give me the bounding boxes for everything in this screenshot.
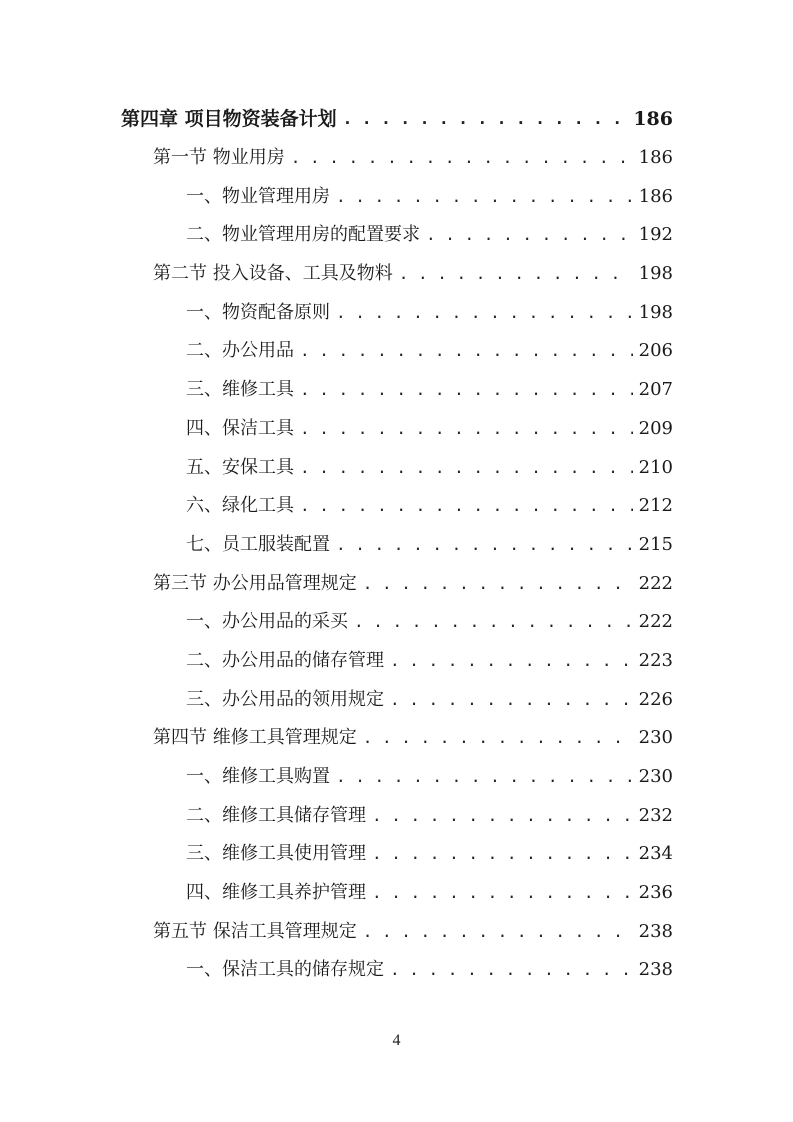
toc-dot-leader [336,765,633,789]
page-number: 4 [392,1032,401,1049]
toc-dot-leader [300,456,633,480]
toc-entry-item[interactable] [0,680,793,719]
toc-dot-leader [372,804,633,828]
toc-entry-item[interactable] [0,487,793,526]
toc-entry-page: 210 [638,456,673,478]
toc-entry-page: 192 [638,224,673,246]
toc-dot-leader [336,301,633,325]
toc-dot-leader [372,842,633,866]
toc-entry-item[interactable] [0,448,793,487]
toc-entry-page: 223 [638,649,673,671]
toc-entry-title: 第一节 物业用房 [153,147,285,169]
toc-dot-leader [390,649,633,673]
toc-entry-page: 206 [638,340,673,362]
toc-dot-leader [363,572,633,596]
toc-dot-leader [336,185,633,209]
toc-dot-leader [399,262,633,286]
toc-entry-title: 第五节 保洁工具管理规定 [153,920,357,942]
toc-entry-title: 一、维修工具购置 [186,766,330,788]
toc-entry-section[interactable] [0,255,793,294]
toc-entry-title: 四、保洁工具 [186,417,294,439]
toc-entry-title: 一、保洁工具的储存规定 [186,959,384,981]
toc-dot-leader [390,688,633,712]
toc-dot-leader [363,726,633,750]
toc-entry-page: 198 [638,263,673,285]
toc-entry-item[interactable] [0,642,793,681]
toc-entry-title: 一、办公用品的采买 [186,611,348,633]
toc-entry-item[interactable] [0,758,793,797]
toc-entry-page: 238 [638,920,673,942]
toc-entry-page: 230 [638,766,673,788]
toc-entry-title: 三、维修工具使用管理 [186,843,366,865]
toc-entry-page: 215 [638,533,673,555]
toc-dot-leader [300,494,633,518]
toc-entry-page: 212 [638,495,673,517]
toc-entry-title: 二、办公用品 [186,340,294,362]
toc-entry-page: 209 [638,417,673,439]
toc-dot-leader [300,339,633,363]
toc-entry-item[interactable] [0,410,793,449]
toc-dot-leader [372,881,633,905]
toc-dot-leader [354,610,633,634]
toc-entry-page: 198 [638,301,673,323]
toc-entry-item[interactable] [0,951,793,990]
toc-dot-leader [291,146,633,170]
toc-entry-item[interactable] [0,332,793,371]
toc-dot-leader [300,417,633,441]
toc-entry-title: 一、物业管理用房 [186,185,330,207]
toc-entry-page: 236 [638,882,673,904]
toc-entry-title: 第四节 维修工具管理规定 [153,727,357,749]
toc-entry-page: 186 [638,147,673,169]
toc-dot-leader [343,107,628,131]
toc-entry-chapter[interactable] [0,100,793,139]
toc-entry-section[interactable] [0,719,793,758]
toc-entry-title: 二、维修工具储存管理 [186,804,366,826]
toc-entry-title: 二、办公用品的储存管理 [186,649,384,671]
toc-entry-page: 234 [638,843,673,865]
toc-dot-leader [300,378,633,402]
toc-entry-title: 第四章 项目物资装备计划 [121,108,337,131]
toc-entry-item[interactable] [0,371,793,410]
toc-entry-item[interactable] [0,835,793,874]
toc-entry-section[interactable] [0,564,793,603]
toc-dot-leader [426,223,633,247]
toc-entry-item[interactable] [0,216,793,255]
toc-entry-item[interactable] [0,177,793,216]
toc-entry-title: 第二节 投入设备、工具及物料 [153,263,393,285]
toc-entry-page: 230 [638,727,673,749]
toc-entry-title: 三、办公用品的领用规定 [186,688,384,710]
table-of-contents [0,100,793,990]
toc-entry-item[interactable] [0,603,793,642]
toc-entry-title: 七、员工服装配置 [186,533,330,555]
toc-entry-title: 四、维修工具养护管理 [186,882,366,904]
toc-entry-title: 三、维修工具 [186,379,294,401]
toc-entry-item[interactable] [0,293,793,332]
toc-dot-leader [363,920,633,944]
toc-entry-page: 186 [633,108,673,131]
toc-entry-title: 六、绿化工具 [186,495,294,517]
toc-entry-page: 232 [638,804,673,826]
toc-entry-title: 五、安保工具 [186,456,294,478]
toc-entry-title: 二、物业管理用房的配置要求 [186,224,420,246]
toc-entry-page: 222 [638,572,673,594]
toc-entry-page: 238 [638,959,673,981]
toc-entry-item[interactable] [0,796,793,835]
toc-entry-page: 222 [638,611,673,633]
toc-entry-item[interactable] [0,526,793,565]
toc-entry-section[interactable] [0,139,793,178]
toc-entry-title: 第三节 办公用品管理规定 [153,572,357,594]
toc-entry-title: 一、物资配备原则 [186,301,330,323]
toc-dot-leader [390,958,633,982]
toc-entry-page: 226 [638,688,673,710]
toc-entry-page: 207 [638,379,673,401]
toc-dot-leader [336,533,633,557]
toc-entry-item[interactable] [0,874,793,913]
toc-entry-page: 186 [638,185,673,207]
toc-entry-section[interactable] [0,912,793,951]
